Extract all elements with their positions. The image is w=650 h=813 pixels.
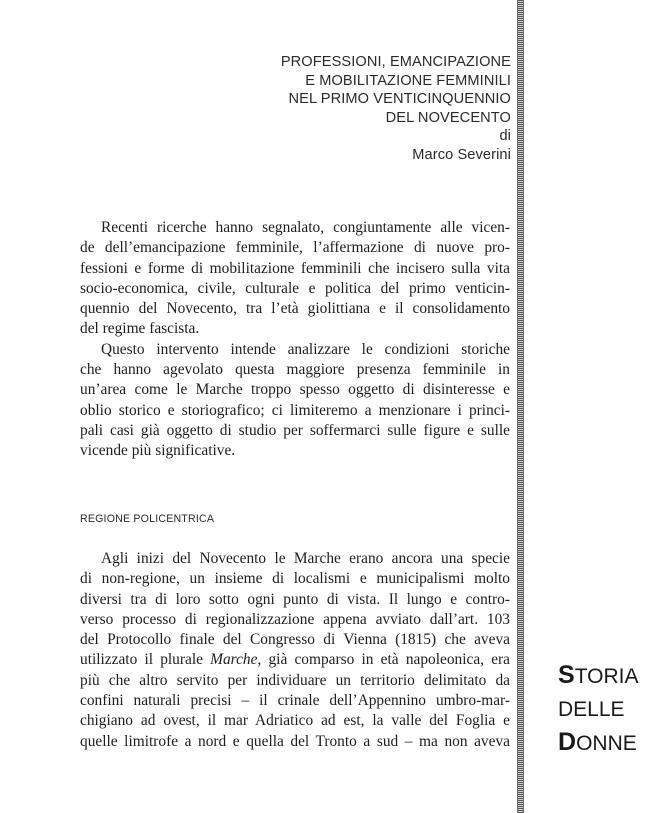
chapter-title-line-1: PROFESSIONI, EMANCIPAZIONE xyxy=(280,54,511,70)
section-line-9: chigiano ad ovest, il mar Adriatico ad est, la valle del Foglia e xyxy=(80,712,510,730)
chapter-title-line-4: DEL NOVECENTO xyxy=(385,109,511,126)
section-line-6-pre: utilizzato il plurale xyxy=(80,651,211,669)
intro-p2-line-4: oblio storico e storiografico; ci limiteremo a menzionare i princi- xyxy=(80,401,510,419)
chapter-title-line-2: E MOBILITAZIONE FEMMINILI xyxy=(305,72,511,89)
page-spine-edge xyxy=(517,0,524,813)
section-line-2: di non-regione, un insieme di localismi e municipalismi molto xyxy=(80,570,510,588)
intro-text xyxy=(80,218,510,462)
side-label-rest-3: ONNE xyxy=(576,732,637,755)
section-line-10: quelle limitrofe a nord e quella del Tronto a sud – ma non aveva xyxy=(80,732,510,750)
chapter-title-line-3: NEL PRIMO VENTICINQUENNIO xyxy=(288,91,511,107)
intro-p1-line-2: de dell’emancipazione femminile, l’affermazione di nuove pro- xyxy=(80,239,510,257)
intro-p2-line-1: Questo intervento intende analizzare le condizioni storiche xyxy=(101,340,510,358)
side-label-cap-s: S xyxy=(558,661,575,689)
section-line-5: del Protocollo finale del Congresso di Vienna (1815) che aveva xyxy=(80,631,510,649)
section-line-6-post: , già comparso in età napoleonica, era xyxy=(257,651,510,669)
intro-p2-line-3: un’area come le Marche troppo spesso oggetto di disinteresse e xyxy=(80,381,510,399)
side-label-rest-1: TORIA xyxy=(574,665,639,688)
side-label-line-1 xyxy=(558,659,638,693)
section-line-6 xyxy=(80,650,510,670)
section-line-4: verso processo di regionalizzazione appena avviato dall’art. 103 xyxy=(80,610,510,628)
author-name: Marco Severini xyxy=(412,146,511,163)
section-line-6-italic: Marche xyxy=(210,651,258,669)
side-label-line-3 xyxy=(558,726,638,760)
intro-p1-line-3: fessioni e forme di mobilitazione femminili che incisero sulla vita xyxy=(80,259,510,277)
section-line-3: diversi tra di loro sotto ogni punto di vista. Il lungo e contro- xyxy=(80,590,510,608)
series-side-label xyxy=(558,659,638,760)
intro-p2-line-5: pali casi già oggetto di studio per soffermarci sulle figure e sulle xyxy=(80,421,510,439)
intro-p2-line-2: che hanno agevolato questa maggiore presenza femminile in xyxy=(80,361,510,379)
intro-p1-line-5: quennio del Novecento, tra l’età giolittiana e il consolidamento xyxy=(80,300,510,318)
intro-p1-line-1: Recenti ricerche hanno segnalato, congiuntamente alle vicen- xyxy=(101,219,510,236)
intro-p1-line-6: del regime fascista. xyxy=(80,320,200,338)
section-heading: REGIONE POLICENTRICA xyxy=(80,513,215,525)
chapter-title-block xyxy=(181,53,511,164)
intro-p1-line-4: socio-economica, civile, culturale e politica del primo venticin- xyxy=(80,279,510,297)
author-by: di xyxy=(499,128,511,144)
section-text xyxy=(80,549,510,752)
section-line-1: Agli inizi del Novecento le Marche erano ancora una specie xyxy=(101,550,510,567)
intro-p2-line-6: vicende più significative. xyxy=(80,442,236,460)
side-label-line-2: DELLE xyxy=(558,698,625,721)
section-line-7: più che altro servito per individuare un territorio delimitato da xyxy=(80,671,510,689)
section-line-8: confini naturali precisi – il crinale dell’Appennino umbro-mar- xyxy=(80,692,510,710)
side-label-cap-d: D xyxy=(558,728,577,756)
